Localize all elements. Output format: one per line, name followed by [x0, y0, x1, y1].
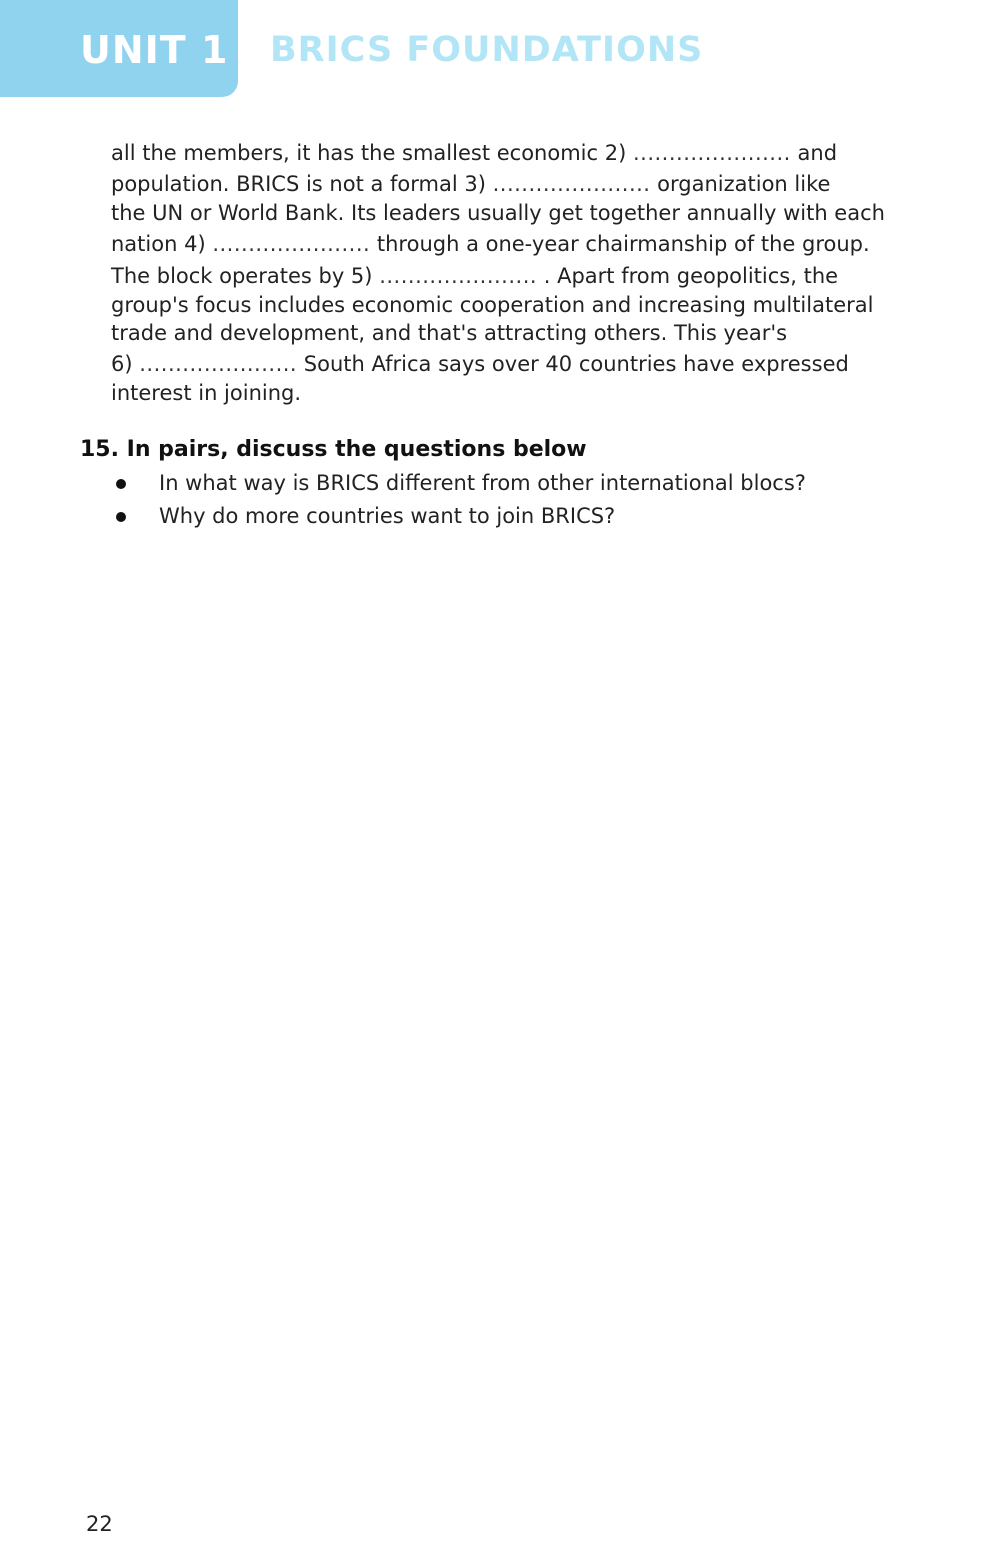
- page-number: 22: [86, 1512, 113, 1536]
- answer-blank-3[interactable]: ......................: [492, 172, 651, 196]
- passage-line: the UN or World Bank. Its leaders usually get together annually with each: [111, 201, 885, 225]
- passage-line: The block operates by 5) ...................... . Apart from geopolitics, the: [111, 264, 839, 288]
- passage-line: 6) ...................... South Africa says over 40 countries have expressed: [111, 352, 849, 376]
- task-heading: 15. In pairs, discuss the questions below: [80, 437, 587, 462]
- passage-line: interest in joining.: [111, 381, 302, 405]
- bullet-icon: [116, 512, 126, 522]
- passage-line: population. BRICS is not a formal 3) ...................... organization like: [111, 172, 831, 196]
- unit-title: BRICS FOUNDATIONS: [270, 30, 704, 70]
- passage-line: trade and development, and that's attracting others. This year's: [111, 321, 788, 345]
- bullet-icon: [116, 479, 126, 489]
- passage-line: nation 4) ...................... through a one-year chairmanship of the group.: [111, 232, 870, 256]
- answer-blank-6[interactable]: ......................: [139, 352, 298, 376]
- answer-blank-5[interactable]: ......................: [379, 264, 538, 288]
- passage-line: all the members, it has the smallest economic 2) ...................... and: [111, 141, 838, 165]
- passage-line: group's focus includes economic cooperation and increasing multilateral: [111, 293, 874, 317]
- answer-blank-2[interactable]: ......................: [632, 141, 791, 165]
- answer-blank-4[interactable]: ......................: [212, 232, 371, 256]
- unit-label: UNIT 1: [80, 28, 229, 72]
